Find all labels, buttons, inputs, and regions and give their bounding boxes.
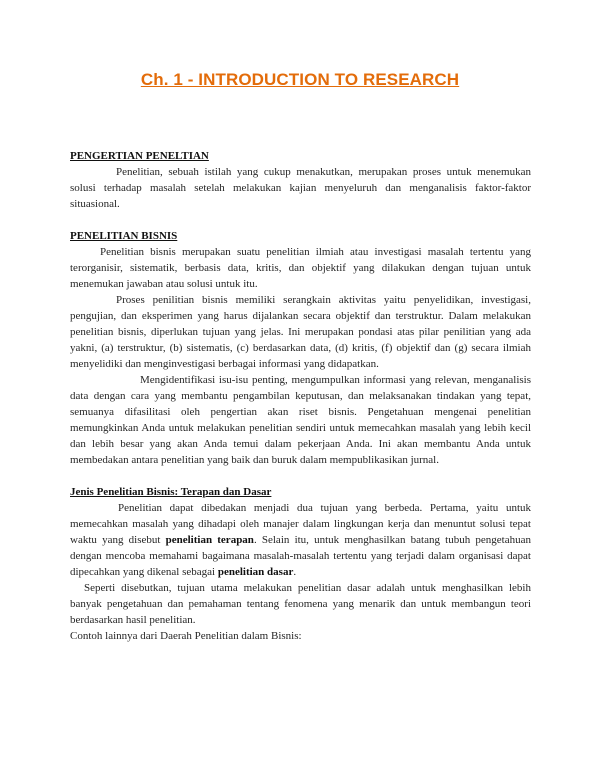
paragraph: Penelitian bisnis merupakan suatu penelitian ilmiah atau investigasi masalah tertentu yang terorganisir, sistematik, berbasis data, kritis, dan objektif yang dilakukan dengan tujuan untuk menemukan jawaban atau solusi untuk itu.	[70, 246, 531, 290]
paragraph: Penelitian, sebuah istilah yang cukup menakutkan, merupakan proses untuk menemukan solusi terhadap masalah setelah melakukan kajian menyeluruh dan menganalisis faktor-faktor situasional.	[70, 166, 531, 210]
paragraph: Seperti disebutkan, tujuan utama melakukan penelitian dasar adalah untuk menghasilkan lebih banyak pengetahuan dan pemahaman tentang fenomena yang menarik dan untuk membangun teori berdasarkan hasil penelitian.	[70, 582, 531, 626]
section-heading-penelitian-bisnis: PENELITIAN BISNIS	[70, 230, 178, 242]
bold-term-penelitian-terapan: penelitian terapan	[165, 534, 254, 546]
paragraph: Proses penilitian bisnis memiliki serangkain aktivitas yaitu penyelidikan, investigasi, pengujian, dan eksperimen yang harus dijalankan secara objektif dan terstruktur. Dalam melakukan penelitian bisnis, diperlukan tujuan yang jelas. Ini merupakan pondasi atas pilar penilitian yang ada yakni, (a) terstruktur, (b) sistematis, (c) berdasarkan data, (d) kritis, (f) objektif dan (g) secara ilmiah menyelidiki dan menginvestigasi berbagai informasi yang didapatkan.	[70, 294, 531, 370]
paragraph: Contoh lainnya dari Daerah Penelitian dalam Bisnis:	[70, 630, 302, 642]
paragraph: Mengidentifikasi isu-isu penting, mengumpulkan informasi yang relevan, menganalisis data dengan cara yang membantu pengambilan keputusan, dan melaksanakan tindakan yang tepat, semuanya difasilitasi oleh pengertian akan riset bisnis. Pengetahuan mengenai penelitian memungkinkan Anda untuk melakukan penelitian sendiri untuk memecahkan masalah yang lebih kecil dan lebih besar yang akan Anda temui dalam pekerjaan Anda. Ini akan membantu Anda untuk membedakan antara penelitian yang baik dan buruk dalam mempublikasikan jurnal.	[70, 374, 531, 466]
bold-term-penelitian-dasar: penelitian dasar	[217, 566, 294, 578]
text-run: . Selain itu, untuk menghasilkan batang tubuh pengetahuan dengan mencoba memahami bagaimana masalah-masalah tertentu yang terjadi dalam organisasi dapat dipecahkan yang dikenal sebagai	[70, 534, 531, 578]
section-heading-jenis-penelitian: Jenis Penelitian Bisnis: Terapan dan Dasar	[70, 486, 272, 498]
section-heading-pengertian: PENGERTIAN PENELTIAN	[70, 150, 209, 162]
text-run: Penelitian dapat dibedakan menjadi dua tujuan yang berbeda. Pertama, yaitu untuk memecahkan masalah yang dihadapi oleh manajer dalam lingkungan kerja dan menuntut solusi tepat waktu yang disebut	[70, 502, 531, 546]
text-run: .	[293, 566, 297, 578]
page-title: Ch. 1 - INTRODUCTION TO RESEARCH	[140, 70, 460, 89]
paragraph	[70, 500, 531, 580]
document-body	[70, 148, 531, 644]
